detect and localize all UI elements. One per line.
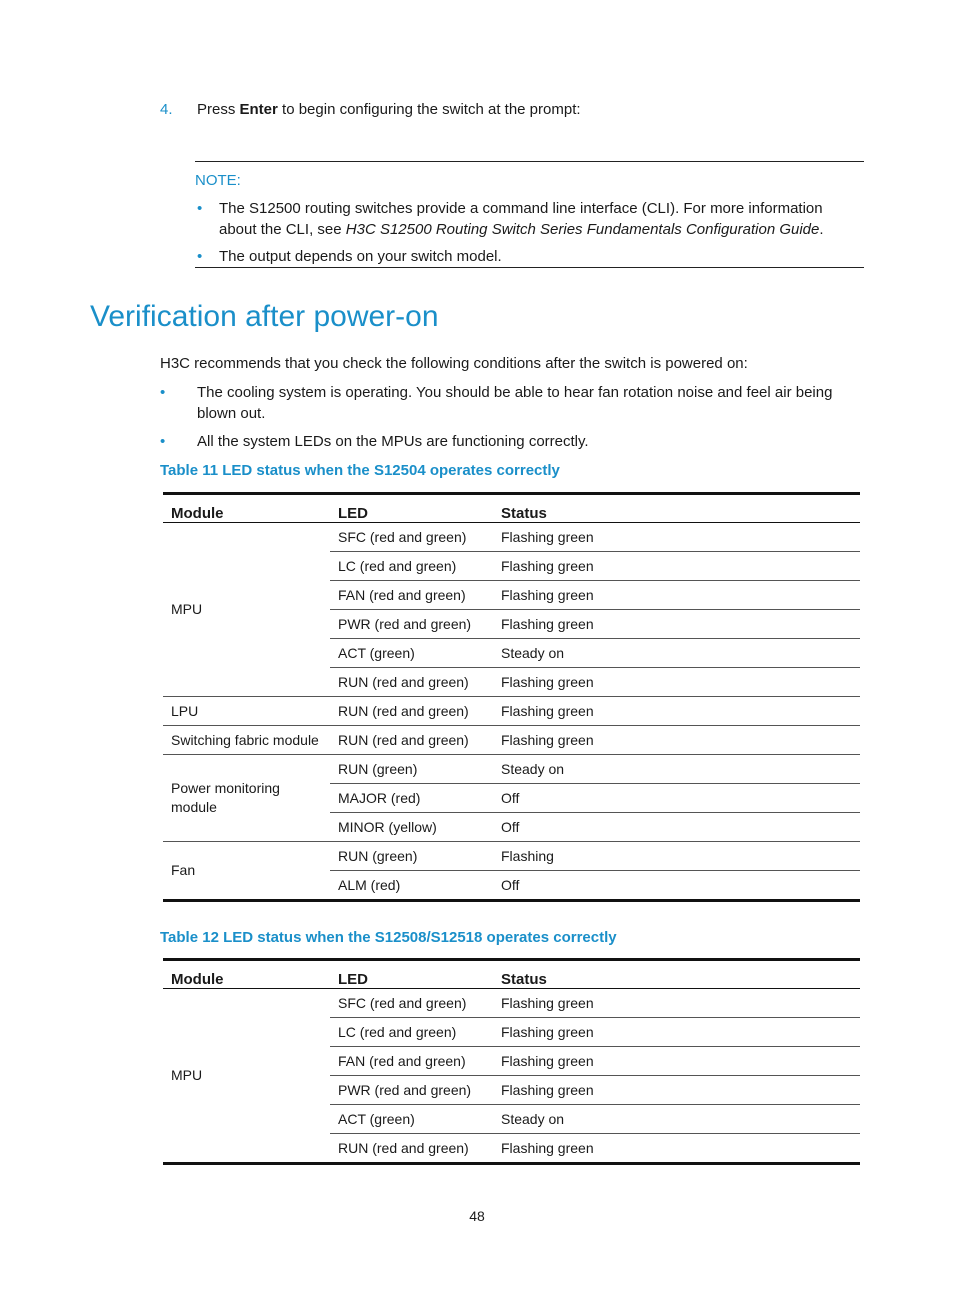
header-status: Status: [493, 494, 860, 523]
bullet-icon: •: [160, 433, 166, 450]
header-module: Module: [163, 960, 330, 989]
cell-led: RUN (red and green): [338, 1139, 469, 1156]
cell-led: RUN (red and green): [330, 668, 493, 697]
cell-module: Switching fabric module: [163, 726, 330, 755]
cell-module: Power monitoring module: [163, 755, 330, 842]
note-item2-text: The output depends on your switch model.: [219, 248, 502, 265]
cell-led: SFC (red and green): [330, 989, 493, 1018]
cell-status: Flashing green: [493, 610, 860, 639]
cell-led: PWR (red and green): [330, 610, 493, 639]
table11: [163, 492, 860, 902]
cell-led: LC (red and green): [330, 1018, 493, 1047]
cell-status: Steady on: [493, 639, 860, 668]
cell-led: SFC (red and green): [330, 523, 493, 552]
cell-status: Off: [493, 784, 860, 813]
cell-status: Flashing green: [493, 726, 860, 755]
note-item1-guide: H3C S12500 Routing Switch Series Fundamentals Configuration Guide: [345, 221, 820, 238]
header-led: LED: [330, 960, 493, 989]
cell-module: LPU: [163, 697, 330, 726]
cell-status: Flashing green: [501, 1139, 594, 1156]
note-box: [195, 161, 864, 268]
cell-led: ACT (green): [330, 639, 493, 668]
table-row: [163, 842, 860, 871]
list-item-text: The cooling system is operating. You should be able to hear fan rotation noise and feel air being blown out.: [197, 384, 833, 422]
note-item1-post: .: [819, 221, 824, 238]
cell-led: RUN (green): [330, 755, 493, 784]
cell-led: RUN (red and green): [330, 726, 493, 755]
list-item: [160, 431, 864, 452]
cell-status: Flashing green: [493, 581, 860, 610]
cell-status: Off: [501, 876, 520, 893]
table-row: [163, 989, 860, 1018]
cell-status: Flashing green: [493, 552, 860, 581]
table-header-row: [163, 494, 860, 523]
header-module: Module: [163, 494, 330, 523]
table12: [163, 958, 860, 1165]
note-item1-pre: The S12500 routing switches provide a command line interface (CLI). For more information about the CLI, see: [219, 200, 823, 238]
bullet-icon: •: [160, 384, 166, 401]
cell-status: Steady on: [493, 1105, 860, 1134]
table-header-row: [163, 960, 860, 989]
cell-status: Flashing green: [493, 1018, 860, 1047]
step-text-post: to begin configuring the switch at the prompt:: [277, 101, 581, 118]
note-item: [195, 198, 864, 240]
step-4: [160, 100, 870, 120]
cell-status: Flashing green: [493, 668, 860, 697]
table-row: [163, 523, 860, 552]
cell-led: PWR (red and green): [330, 1076, 493, 1105]
cell-status: Flashing green: [493, 989, 860, 1018]
intro-paragraph: H3C recommends that you check the following conditions after the switch is powered on:: [160, 355, 748, 372]
step-text-pre: Press: [197, 101, 240, 118]
note-item: [195, 246, 864, 267]
cell-status: Flashing green: [493, 1076, 860, 1105]
cell-led: ALM (red): [338, 876, 401, 893]
cell-led: MAJOR (red): [330, 784, 493, 813]
cell-status: Steady on: [493, 755, 860, 784]
cell-status: Flashing green: [493, 1047, 860, 1076]
table-row: [163, 726, 860, 755]
cell-status: Off: [493, 813, 860, 842]
table-row: [163, 755, 860, 784]
bullet-icon: •: [197, 248, 203, 265]
page-number: 48: [469, 1208, 485, 1224]
cell-led: ACT (green): [330, 1105, 493, 1134]
cell-led: MINOR (yellow): [330, 813, 493, 842]
table12-caption: Table 12 LED status when the S12508/S12518 operates correctly: [160, 929, 617, 946]
cell-led: RUN (red and green): [330, 697, 493, 726]
step-number: 4.: [160, 101, 173, 118]
table-row: [163, 697, 860, 726]
cell-module: Fan: [163, 842, 330, 901]
cell-module: MPU: [163, 523, 330, 697]
cell-led: FAN (red and green): [330, 581, 493, 610]
header-led: LED: [330, 494, 493, 523]
section-title: Verification after power-on: [90, 300, 439, 333]
cell-led: FAN (red and green): [330, 1047, 493, 1076]
table12-body: [163, 989, 860, 1164]
cell-led: LC (red and green): [330, 552, 493, 581]
note-label: NOTE:: [195, 172, 241, 189]
cell-status: Flashing: [493, 842, 860, 871]
cell-module: MPU: [163, 989, 330, 1164]
bullet-icon: •: [197, 200, 203, 217]
cell-status: Flashing green: [493, 523, 860, 552]
header-status: Status: [493, 960, 860, 989]
cell-status: Flashing green: [493, 697, 860, 726]
list-item: [160, 382, 864, 424]
step-key: Enter: [239, 101, 278, 118]
table11-caption: Table 11 LED status when the S12504 operates correctly: [160, 462, 560, 479]
list-item-text: All the system LEDs on the MPUs are functioning correctly.: [197, 433, 589, 450]
cell-led: RUN (green): [330, 842, 493, 871]
table11-body: [163, 523, 860, 901]
